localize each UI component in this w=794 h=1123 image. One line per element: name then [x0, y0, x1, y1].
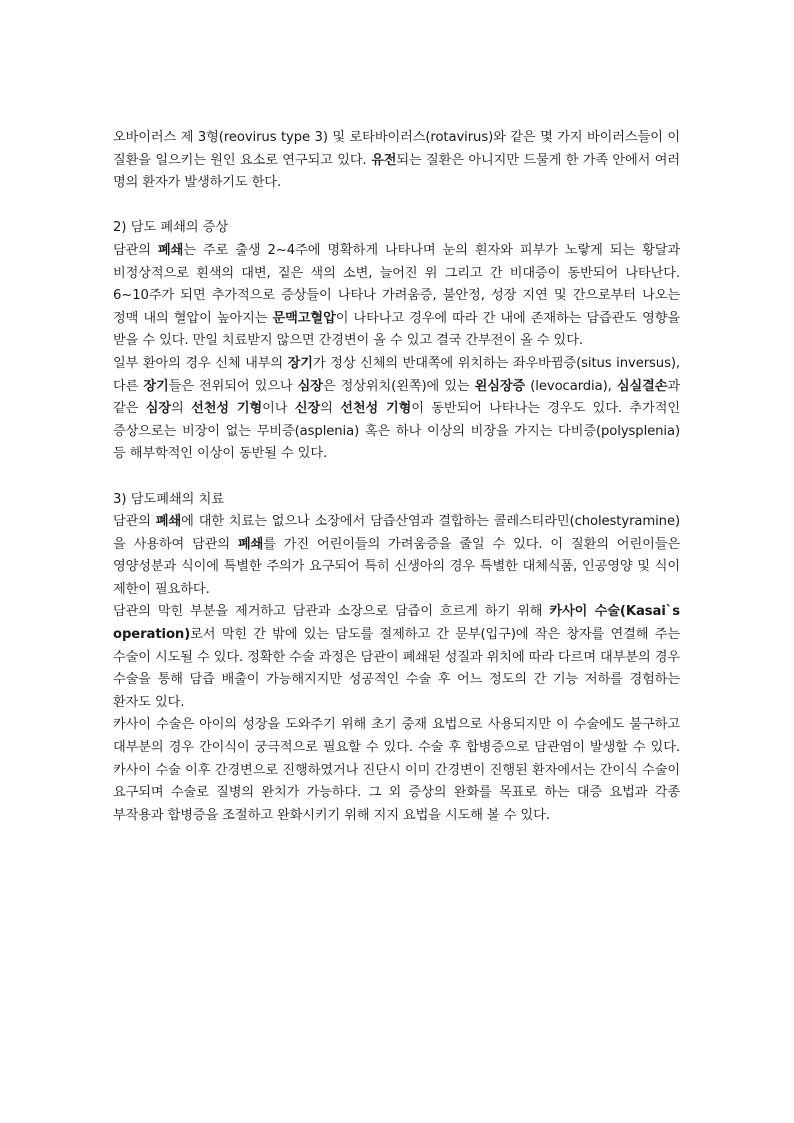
treatment-paragraph-1	[113, 511, 680, 601]
bold-term: 문맥고혈압	[272, 310, 336, 326]
text-run: 담관의	[113, 242, 158, 258]
symptoms-paragraph-1	[113, 240, 680, 353]
spacer	[113, 466, 680, 489]
treatment-paragraph-3	[113, 714, 680, 827]
text-run: 이나	[262, 401, 295, 417]
bold-term: 선천성 기형	[191, 401, 263, 417]
text-run: 에 대한 치료는 없으나 소장에서 담즙산염과 결합하는 콜레스티라민(cholestyramine)을 사용하여 담관의	[113, 514, 681, 552]
text-run: 이 나타나고 경우에 따라 간 내에 존재하는 담즙관도 영향을 받을 수 있다. 만일 치료받지 않으면 간경변이 올 수 있고 결국 간부전이 올 수 있다.	[113, 310, 680, 349]
text-run: 되는 질환은 아니지만 드물게 한 가족 안에서 여러 명의 환자가 발생하기도 한다.	[113, 152, 680, 191]
text-run: 이 동반되어 나타나는 경우도 있다. 추가적인 증상으로는 비장이 없는 무비증(asplenia) 혹은 하나 이상의 비장을 가지는 다비증(polysplenia) 등 해부학적인 이상이 동반될 수 있다.	[113, 401, 680, 462]
symptoms-paragraph-2	[113, 353, 680, 466]
text-run: 들은 전위되어 있으나	[168, 378, 298, 394]
text-run: 일부 환아의 경우 신체 내부의	[113, 355, 288, 371]
text-run: 를 가진 어린이들의 가려움증을 줄일 수 있다. 이 질환의 어린이들은 영양성분과 식이에 특별한 주의가 요구되어 특히 신생아의 경우 특별한 대체식품, 인공영양 및 식이 제한이 필요하다.	[113, 536, 680, 597]
text-run: 의	[171, 401, 192, 417]
bold-term: 심장	[297, 378, 323, 394]
text-run: (levocardia),	[525, 378, 617, 394]
text-run: 로서 막힌 간 밖에 있는 담도를 절제하고 간 문부(입구)에 작은 창자를 연결해 주는 수술이 시도될 수 있다. 정확한 수술 과정은 담관이 폐쇄된 성질과 위치에 따라 다르며 대부분의 경우 수술을 통해 담즙 배출이 가능해지지만 성공적인 수술 후 어느 정도의 간 기능 저하를 경험하는 환자도 있다.	[113, 627, 680, 710]
text-run: 담관의 막힌 부분을 제거하고 담관과 소장으로 담즙이 흐르게 하기 위해	[113, 604, 550, 620]
text-run: 의	[320, 401, 341, 417]
bold-term: 심실결손	[616, 378, 668, 394]
bold-term: 유전	[371, 152, 397, 168]
bold-term: 폐쇄	[155, 514, 182, 530]
document-page	[113, 127, 680, 827]
text-run: 가 정상 신체의 반대쪽에 위치하는 좌우바뀜증(situs inversus), 다른	[113, 355, 680, 394]
bold-term: 장기	[143, 378, 169, 394]
text-run: 은 정상위치(왼쪽)에 있는	[322, 378, 475, 394]
bold-term: 장기	[287, 355, 313, 371]
intro-paragraph	[113, 127, 680, 195]
bold-term: 카사이 수술(Kasai`s operation)	[113, 604, 680, 643]
bold-term: 신장	[294, 401, 321, 417]
spacer	[113, 195, 680, 218]
bold-term: 선천성 기형	[340, 401, 412, 417]
text-run: 과 같은	[113, 378, 681, 417]
bold-term: 왼심장증	[474, 378, 526, 394]
section-heading-symptoms: 2) 담도 폐쇄의 증상	[113, 220, 229, 236]
section-heading-treatment: 3) 담도폐쇄의 치료	[113, 491, 225, 507]
bold-term: 폐쇄	[157, 242, 184, 258]
text-run: 는 주로 출생 2~4주에 명확하게 나타나며 눈의 흰자와 피부가 노랗게 되는 황달과 비정상적으로 흰색의 대변, 짙은 색의 소변, 늘어진 위 그리고 간 비대증이 동반되어 나타난다. 6~10주가 되면 추가적으로 증상들이 나타나 가려움증, 불안정, 성장 지연 및 간으로부터 나오는 정맥 내의 혈압이 높아지는	[113, 242, 681, 326]
bold-term: 폐쇄	[237, 536, 264, 552]
bold-term: 심장	[145, 401, 171, 417]
text-run: 담관의	[113, 514, 156, 530]
treatment-paragraph-2	[113, 601, 680, 714]
text-run: 카사이 수술은 아이의 성장을 도와주기 위해 초기 중재 요법으로 사용되지만 이 수술에도 불구하고 대부분의 경우 간이식이 궁극적으로 필요할 수 있다. 수술 후 합병증으로 담관염이 발생할 수 있다. 카사이 수술 이후 간경변으로 진행하였거나 진단시 이미 간경변이 진행된 환자에서는 간이식 수술이 요구되며 수술로 질병의 완치가 가능하다. 그 외 증상의 완화를 목표로 하는 대증 요법과 각종 부작용과 합병증을 조절하고 완화시키기 위해 지지 요법을 시도해 볼 수 있다.	[113, 717, 680, 823]
text-run: 오바이러스 제 3형(reovirus type 3) 및 로타바이러스(rotavirus)와 같은 몇 가지 바이러스들이 이 질환을 일으키는 원인 요소로 연구되고 있다.	[113, 130, 680, 168]
